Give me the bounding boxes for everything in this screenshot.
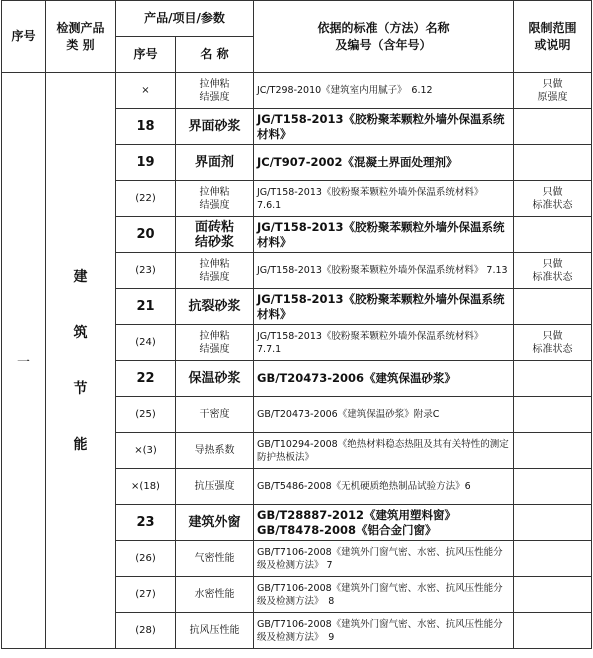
item-standard: JG/T158-2013《胶粉聚苯颗粒外墙外保温系统材料》: [254, 289, 514, 325]
item-number: 23: [116, 505, 176, 541]
table-body: [2, 73, 592, 649]
row-group-seq: 一: [2, 73, 46, 649]
item-number: 21: [116, 289, 176, 325]
item-name: 抗风压性能: [176, 613, 254, 649]
category-char: 能: [73, 436, 88, 453]
item-name: 面砖粘 结砂浆: [176, 217, 254, 253]
item-limit: [514, 109, 592, 145]
item-name: 气密性能: [176, 541, 254, 577]
item-name: 拉伸粘 结强度: [176, 325, 254, 361]
item-standard: JG/T158-2013《胶粉聚苯颗粒外墙外保温系统材料》 7.7.1: [254, 325, 514, 361]
item-standard: JG/T158-2013《胶粉聚苯颗粒外墙外保温系统材料》: [254, 109, 514, 145]
item-limit: [514, 433, 592, 469]
item-name: 拉伸粘 结强度: [176, 181, 254, 217]
item-standard: GB/T20473-2006《建筑保温砂浆》: [254, 361, 514, 397]
header-sub-no: 序号: [116, 37, 176, 73]
item-standard: JC/T298-2010《建筑室内用腻子》 6.12: [254, 73, 514, 109]
item-number: (26): [116, 541, 176, 577]
item-name: 界面剂: [176, 145, 254, 181]
item-name: 干密度: [176, 397, 254, 433]
header-sub-name: 名 称: [176, 37, 254, 73]
item-number: (27): [116, 577, 176, 613]
item-limit: [514, 469, 592, 505]
item-limit: [514, 361, 592, 397]
item-name: 抗裂砂浆: [176, 289, 254, 325]
header-limit: 限制范围 或说明: [514, 1, 592, 73]
category-char: 建: [73, 268, 88, 285]
item-number: 20: [116, 217, 176, 253]
item-standard: GB/T5486-2008《无机硬质绝热制品试验方法》6: [254, 469, 514, 505]
item-name: 拉伸粘 结强度: [176, 73, 254, 109]
item-name: 水密性能: [176, 577, 254, 613]
item-name: 保温砂浆: [176, 361, 254, 397]
item-name: 界面砂浆: [176, 109, 254, 145]
header-product-group: 产品/项目/参数: [116, 1, 254, 37]
item-standard: GB/T20473-2006《建筑保温砂浆》附录C: [254, 397, 514, 433]
item-standard: GB/T7106-2008《建筑外门窗气密、水密、抗风压性能分级及检测方法》 9: [254, 613, 514, 649]
item-limit: [514, 217, 592, 253]
item-limit: [514, 397, 592, 433]
category-cell: [46, 73, 116, 649]
item-standard: JG/T158-2013《胶粉聚苯颗粒外墙外保温系统材料》 7.13: [254, 253, 514, 289]
item-limit: [514, 145, 592, 181]
scope-table: [1, 0, 592, 649]
item-standard: GB/T28887-2012《建筑用塑料窗》 GB/T8478-2008《铝合金门窗》: [254, 505, 514, 541]
item-limit: 只做 标准状态: [514, 181, 592, 217]
item-name: 建筑外窗: [176, 505, 254, 541]
item-standard: GB/T10294-2008《绝热材料稳态热阻及其有关特性的测定 防护热板法》: [254, 433, 514, 469]
category-char: 筑: [73, 324, 88, 341]
item-limit: 只做 原强度: [514, 73, 592, 109]
item-limit: [514, 505, 592, 541]
item-number: (22): [116, 181, 176, 217]
item-number: (28): [116, 613, 176, 649]
item-limit: 只做 标准状态: [514, 325, 592, 361]
item-limit: [514, 577, 592, 613]
item-name: 导热系数: [176, 433, 254, 469]
item-limit: [514, 613, 592, 649]
item-limit: [514, 541, 592, 577]
item-name: 抗压强度: [176, 469, 254, 505]
item-number: ×(18): [116, 469, 176, 505]
item-number: ×: [116, 73, 176, 109]
item-number: 19: [116, 145, 176, 181]
category-char: 节: [73, 380, 88, 397]
item-number: (24): [116, 325, 176, 361]
item-number: (23): [116, 253, 176, 289]
item-name: 拉伸粘 结强度: [176, 253, 254, 289]
header-seq: 序号: [2, 1, 46, 73]
item-standard: GB/T7106-2008《建筑外门窗气密、水密、抗风压性能分级及检测方法》 7: [254, 541, 514, 577]
item-limit: 只做 标准状态: [514, 253, 592, 289]
header-category: 检测产品 类 别: [46, 1, 116, 73]
item-standard: JC/T907-2002《混凝土界面处理剂》: [254, 145, 514, 181]
item-limit: [514, 289, 592, 325]
item-standard: JG/T158-2013《胶粉聚苯颗粒外墙外保温系统材料》: [254, 217, 514, 253]
item-number: ×(3): [116, 433, 176, 469]
item-standard: JG/T158-2013《胶粉聚苯颗粒外墙外保温系统材料》 7.6.1: [254, 181, 514, 217]
item-number: (25): [116, 397, 176, 433]
item-number: 22: [116, 361, 176, 397]
header-standard: 依据的标准（方法）名称 及编号（含年号）: [254, 1, 514, 73]
table-row: [2, 73, 592, 109]
item-number: 18: [116, 109, 176, 145]
item-standard: GB/T7106-2008《建筑外门窗气密、水密、抗风压性能分级及检测方法》 8: [254, 577, 514, 613]
